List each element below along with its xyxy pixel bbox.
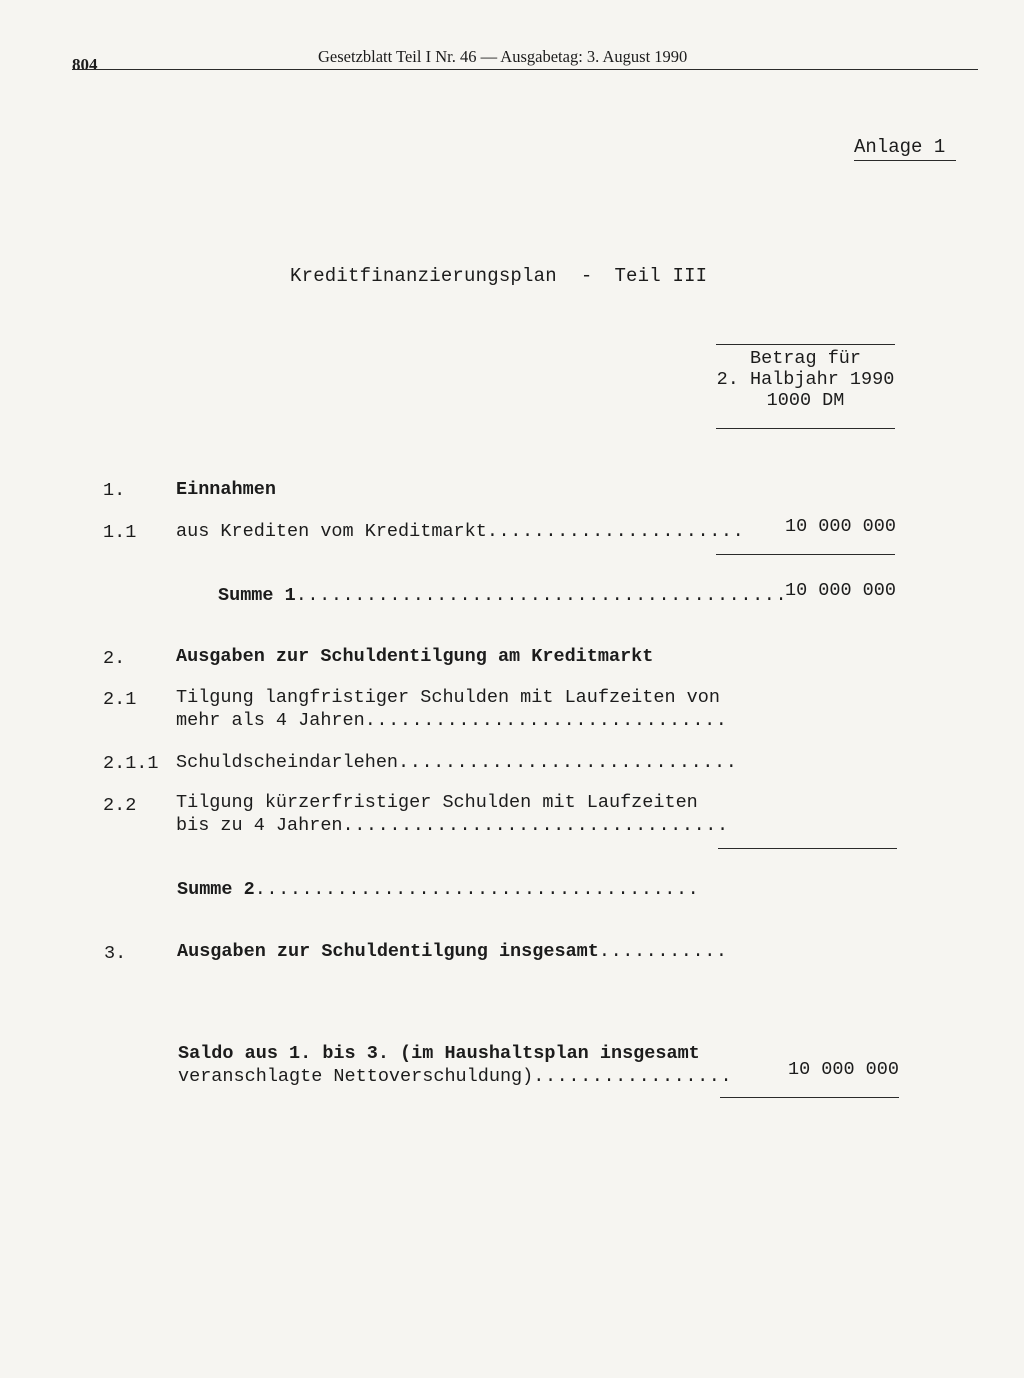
row-2-2-leader: ................................. — [342, 815, 729, 836]
sum-2-leader: ...................................... — [254, 879, 700, 900]
sum-1-amount: 10 000 000 — [784, 580, 896, 601]
amount-header-line1: Betrag für — [749, 348, 862, 369]
row-2-2-number: 2.2 — [103, 795, 137, 816]
row-3-number: 3. — [104, 943, 127, 964]
saldo-leader: ................. — [533, 1066, 733, 1087]
saldo-text — [178, 1042, 732, 1088]
row-1-1-label: aus Krediten vom Kreditmarkt — [176, 521, 487, 542]
title-part: Teil III — [614, 265, 708, 287]
row-1-1-amount: 10 000 000 — [784, 516, 896, 537]
column-top-rule — [716, 344, 895, 345]
amount-header-line2: 2. Halbjahr 1990 — [716, 369, 895, 390]
page-number: 804 — [72, 55, 98, 74]
saldo-line2: veranschlagte Nettoverschuldung) — [178, 1066, 534, 1087]
saldo-rule — [720, 1097, 899, 1098]
row-1-1-leader: ...................... — [486, 521, 745, 542]
saldo-line1: Saldo aus 1. bis 3. (im Haushaltsplan insgesamt — [178, 1043, 700, 1064]
sum-1-leader: .......................................... — [295, 585, 788, 606]
row-3-text — [177, 940, 728, 963]
row-1-1-number: 1.1 — [103, 522, 137, 543]
running-head: Gesetzblatt Teil I Nr. 46 — Ausgabetag: 3. August 1990 — [318, 47, 688, 66]
document-title — [290, 265, 707, 287]
row-2-1-leader: ............................... — [364, 710, 728, 731]
column-bottom-rule — [716, 428, 895, 429]
row-1-1-text — [176, 520, 744, 543]
sum2-rule — [718, 848, 897, 849]
row-2-1-number: 2.1 — [103, 689, 137, 710]
row-2-1-text — [176, 686, 728, 732]
header-rule — [72, 69, 978, 70]
row-1-number: 1. — [103, 480, 126, 501]
sum-1-text — [218, 584, 787, 607]
title-main: Kreditfinanzierungsplan — [290, 265, 557, 287]
saldo-amount: 10 000 000 — [787, 1059, 899, 1080]
row-2-1-line1: Tilgung langfristiger Schulden mit Laufzeiten von — [176, 687, 720, 708]
attachment-underline — [854, 160, 956, 161]
sum-2-label: Summe 2 — [177, 879, 255, 900]
attachment-label: Anlage 1 — [854, 136, 946, 158]
row-2-1-1-leader: ............................. — [398, 752, 738, 773]
row-2-label: Ausgaben zur Schuldentilgung am Kreditmarkt — [176, 646, 654, 667]
row-2-number: 2. — [103, 648, 126, 669]
sum-2-text — [177, 878, 699, 901]
row-2-1-1-number: 2.1.1 — [103, 753, 159, 774]
row-2-2-line2: bis zu 4 Jahren — [176, 815, 343, 836]
amount-header-line3: 1000 DM — [766, 390, 845, 411]
row-3-label: Ausgaben zur Schuldentilgung insgesamt — [177, 941, 599, 962]
title-separator: - — [580, 265, 593, 287]
row-2-2-line1: Tilgung kürzerfristiger Schulden mit Laufzeiten — [176, 792, 698, 813]
row-1-label: Einnahmen — [176, 479, 276, 500]
amount-column-header — [716, 348, 895, 411]
row-3-leader: ........... — [598, 941, 728, 962]
sum1-rule — [716, 554, 895, 555]
row-2-2-text — [176, 791, 729, 837]
row-2-1-1-text — [176, 751, 737, 774]
row-2-1-1-label: Schuldscheindarlehen — [176, 752, 399, 773]
sum-1-label: Summe 1 — [218, 585, 296, 606]
row-2-1-line2: mehr als 4 Jahren — [176, 710, 365, 731]
